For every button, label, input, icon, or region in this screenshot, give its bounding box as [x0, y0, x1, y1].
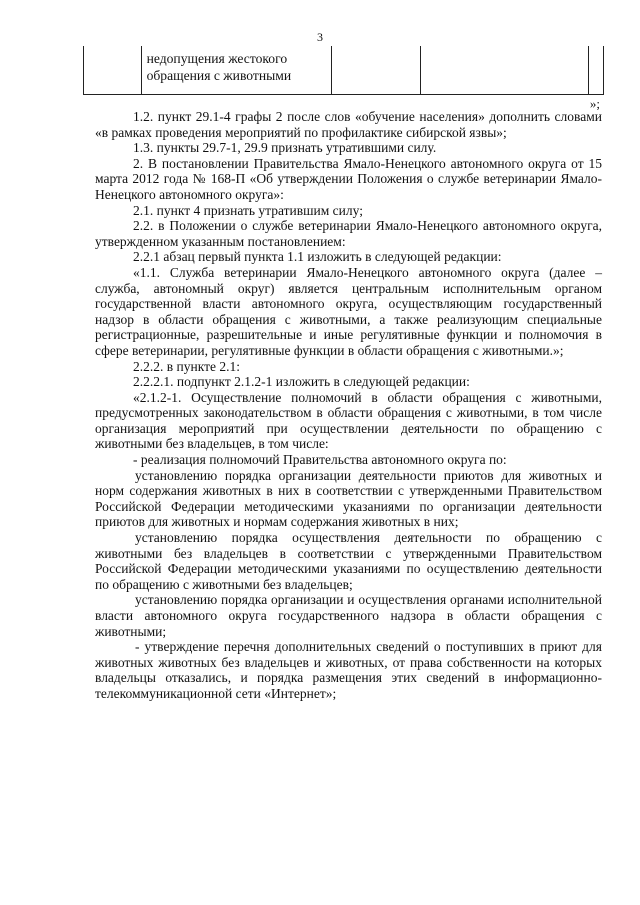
- table-cell-line: недопущения жестокого: [146, 51, 288, 66]
- table-cell-measure: [141, 46, 331, 95]
- paragraph-list-item: - утверждение перечня дополнительных сведений о поступивших в приют для животных животных без владельцев и животных, от права собственности на которых владельцы отказались, и порядка размещения этих сведений в информационно-телекоммуникационной сети «Интернет»;: [95, 639, 602, 701]
- table-cell-number: [84, 46, 142, 95]
- page-number: 3: [317, 30, 323, 44]
- closing-quote: »;: [589, 96, 600, 111]
- paragraph-1-2: 1.2. пункт 29.1-4 графы 2 после слов «обучение населения» дополнить словами «в рамках проведения мероприятий по профилактике сибирской язвы»;: [95, 109, 602, 140]
- paragraph-2-1: 2.1. пункт 4 признать утратившим силу;: [133, 202, 363, 218]
- paragraph-quote-1-1: «1.1. Служба ветеринарии Ямало-Ненецкого автономного округа (далее – служба, автономный округ) является центральным исполнительным органом государственной власти автономного округа, осуществляющим государственный надзор в области обращения с животными, а также реализующим специальные регистрационные, разрешительные и иные регулятивные функции и полномочия в сфере ветеринарии, регулятивные функции в области обращения с животными.»;: [95, 264, 602, 358]
- paragraph-2-2-2: 2.2.2. в пункте 2.1:: [133, 358, 240, 374]
- paragraph-list-item: установлению порядка организации и осуществления органами исполнительной власти автономного округа государственного надзора в области обращения с животными;: [95, 592, 602, 639]
- table-cell-empty: [421, 46, 589, 95]
- table-row: [84, 46, 604, 95]
- paragraph-2-2: 2.2. в Положении о службе ветеринарии Ямало-Ненецкого автономного округа, утвержденном указанным постановлением:: [95, 218, 602, 249]
- table-cell-empty: [331, 46, 420, 95]
- paragraph-quote-2-1-2-1: «2.1.2-1. Осуществление полномочий в области обращения с животными, предусмотренных законодательством в области обращения с животными, в том числе организация мероприятий при осуществлении деятельности по обращению с животными без владельцев, в том числе:: [95, 389, 602, 452]
- paragraph-1-3: 1.3. пункты 29.7-1, 29.9 признать утратившими силу.: [133, 140, 437, 156]
- paragraph-list-intro: - реализация полномочий Правительства автономного округа по:: [133, 452, 507, 468]
- paragraph-2-2-1: 2.2.1 абзац первый пункта 1.1 изложить в следующей редакции:: [133, 249, 502, 265]
- table-fragment: [83, 46, 604, 95]
- paragraph-list-item: установлению порядка организации деятельности приютов для животных и норм содержания животных в них в соответствии с утвержденными Правительством Российской Федерации методическими указаниями по организации деятельности приютов для животных и нормам содержания животных в них;: [95, 467, 602, 530]
- paragraph-list-item: установлению порядка осуществления деятельности по обращению с животными без владельцев в соответствии с утвержденными Правительством Российской Федерации методическими указаниями по осуществлению деятельности по обращению с животными без владельцев;: [95, 530, 602, 592]
- paragraph-2: 2. В постановлении Правительства Ямало-Ненецкого автономного округа от 15 марта 2012 года № 168-П «Об утверждении Положения о службе ветеринарии Ямало-Ненецкого автономного округа»:: [95, 155, 602, 202]
- table-cell-line: обращения с животными: [146, 68, 292, 83]
- table-cell-empty: [589, 46, 604, 95]
- paragraph-2-2-2-1: 2.2.2.1. подпункт 2.1.2-1 изложить в следующей редакции:: [133, 374, 470, 390]
- document-body: [95, 109, 602, 702]
